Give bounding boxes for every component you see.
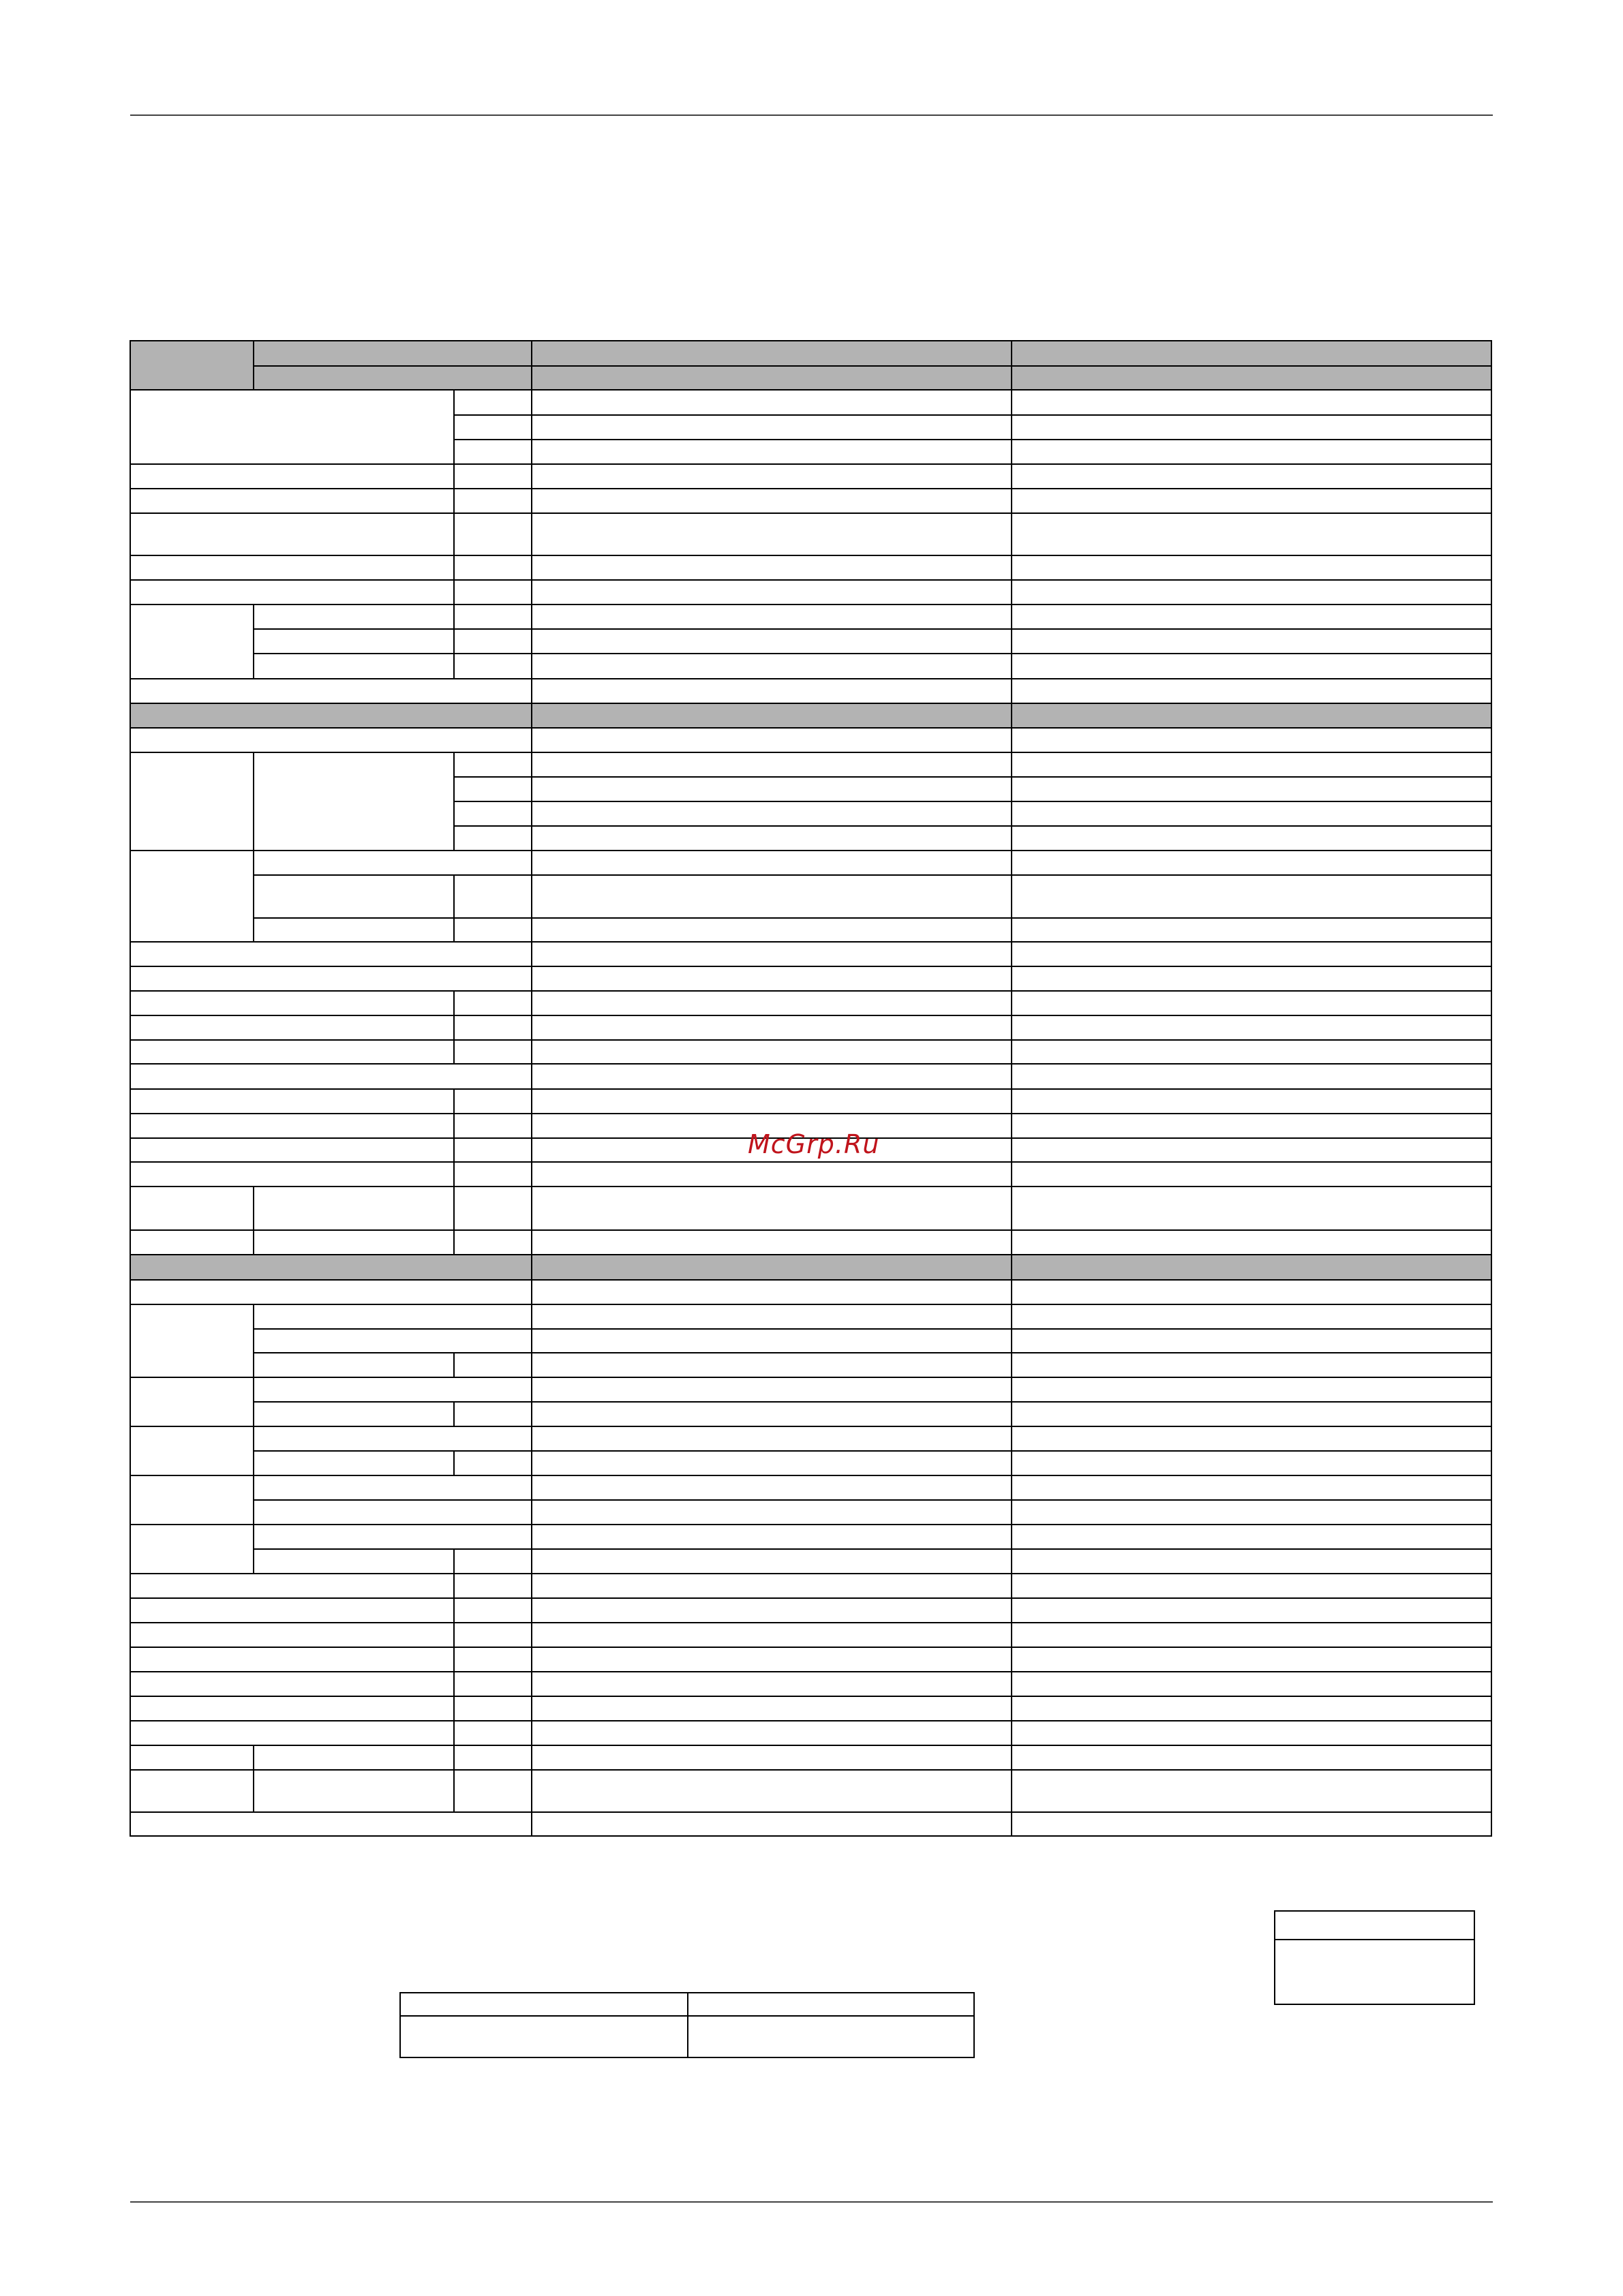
table-cell	[1012, 1040, 1491, 1064]
table-cell	[1012, 942, 1491, 966]
table-cell	[130, 1598, 454, 1623]
table-cell	[1012, 991, 1491, 1015]
section-band	[130, 1255, 532, 1280]
table-cell	[1012, 1377, 1491, 1402]
watermark-text: McGrp.Ru	[748, 1129, 880, 1159]
table-cell	[532, 1040, 1012, 1064]
table-cell	[1012, 1402, 1491, 1426]
table-cell	[130, 1040, 454, 1064]
table-cell	[532, 464, 1012, 489]
table-cell	[1012, 1280, 1491, 1304]
table-cell	[254, 1304, 532, 1329]
table-cell	[532, 1475, 1012, 1500]
table-cell	[532, 1329, 1012, 1353]
table-cell	[454, 440, 532, 464]
table-cell	[454, 1672, 532, 1696]
table-cell	[130, 390, 454, 464]
table-cell	[130, 1525, 254, 1574]
table-cell	[454, 1549, 532, 1574]
table-cell	[1012, 580, 1491, 604]
table-cell	[454, 555, 532, 580]
table-cell	[130, 991, 454, 1015]
table-cell	[130, 489, 454, 513]
table-cell	[532, 942, 1012, 966]
table-cell	[254, 1549, 454, 1574]
table-cell	[400, 1993, 688, 2016]
table-cell	[454, 464, 532, 489]
table-cell	[532, 918, 1012, 942]
table-cell	[1012, 1329, 1491, 1353]
table-cell	[532, 851, 1012, 875]
table-cell	[130, 1574, 454, 1598]
table-cell	[1012, 851, 1491, 875]
section-band	[1012, 703, 1491, 728]
table-cell	[532, 1623, 1012, 1647]
table-cell	[688, 2016, 974, 2057]
section-band	[130, 703, 532, 728]
table-cell	[454, 1770, 532, 1812]
table-cell	[454, 415, 532, 440]
table-cell	[532, 1162, 1012, 1187]
table-cell	[254, 1745, 454, 1770]
table-cell	[454, 875, 532, 918]
table-cell	[130, 1672, 454, 1696]
table-cell	[532, 1745, 1012, 1770]
table-cell	[254, 629, 454, 654]
table-cell	[130, 1647, 454, 1672]
table-cell	[1012, 654, 1491, 679]
table-cell	[254, 1377, 532, 1402]
table-cell	[532, 777, 1012, 801]
table-cell	[254, 1402, 454, 1426]
table-cell	[532, 1770, 1012, 1812]
table-cell	[130, 1280, 532, 1304]
table-cell	[454, 1015, 532, 1040]
table-cell	[130, 1623, 454, 1647]
table-cell	[254, 1187, 454, 1230]
table-cell	[532, 679, 1012, 703]
table-cell	[454, 1598, 532, 1623]
table-cell	[454, 1647, 532, 1672]
table-cell	[130, 1475, 254, 1525]
header-cell	[532, 341, 1012, 366]
table-cell	[532, 801, 1012, 826]
table-cell	[1012, 679, 1491, 703]
table-cell	[532, 654, 1012, 679]
table-cell	[130, 1426, 254, 1475]
table-cell	[1012, 1089, 1491, 1114]
table-cell	[1012, 728, 1491, 752]
bottom-rule	[130, 2201, 1493, 2203]
table-cell	[1012, 1114, 1491, 1138]
table-cell	[532, 1500, 1012, 1525]
table-cell	[532, 1812, 1012, 1836]
table-cell	[130, 1114, 454, 1138]
table-cell	[532, 1451, 1012, 1475]
table-cell	[130, 1162, 454, 1187]
header-cell	[532, 366, 1012, 390]
table-cell	[130, 851, 254, 942]
table-cell	[1012, 1770, 1491, 1812]
table-cell	[1012, 777, 1491, 801]
table-cell	[454, 1745, 532, 1770]
table-cell	[254, 1475, 532, 1500]
table-cell	[454, 390, 532, 415]
table-cell	[1012, 1721, 1491, 1745]
table-cell	[254, 1426, 532, 1451]
table-cell	[532, 875, 1012, 918]
table-cell	[454, 1040, 532, 1064]
table-cell	[254, 851, 532, 875]
table-cell	[1012, 966, 1491, 991]
table-cell	[454, 1623, 532, 1647]
table-cell	[1012, 629, 1491, 654]
table-cell	[1012, 1672, 1491, 1696]
table-cell	[130, 513, 454, 555]
table-cell	[254, 1500, 532, 1525]
table-cell	[532, 1525, 1012, 1549]
table-cell	[1012, 489, 1491, 513]
table-cell	[130, 1187, 254, 1230]
table-cell	[454, 1721, 532, 1745]
table-cell	[1012, 464, 1491, 489]
table-cell	[454, 1353, 532, 1377]
table-cell	[532, 1549, 1012, 1574]
table-cell	[1012, 1353, 1491, 1377]
header-cell	[1012, 366, 1491, 390]
table-cell	[532, 1598, 1012, 1623]
table-cell	[1012, 1138, 1491, 1162]
table-cell	[532, 1304, 1012, 1329]
section-band	[532, 703, 1012, 728]
table-cell	[454, 654, 532, 679]
table-cell	[454, 752, 532, 777]
table-cell	[532, 555, 1012, 580]
table-cell	[1012, 1451, 1491, 1475]
table-cell	[130, 1812, 532, 1836]
table-cell	[454, 1162, 532, 1187]
table-cell	[1012, 1574, 1491, 1598]
table-cell	[454, 513, 532, 555]
table-cell	[1012, 1549, 1491, 1574]
table-cell	[454, 1089, 532, 1114]
table-cell	[532, 1280, 1012, 1304]
table-cell	[130, 1745, 254, 1770]
table-cell	[130, 1015, 454, 1040]
table-cell	[532, 1377, 1012, 1402]
table-cell	[130, 1696, 454, 1721]
section-band	[532, 1255, 1012, 1280]
table-cell	[130, 728, 532, 752]
table-cell	[130, 966, 532, 991]
table-cell	[454, 1230, 532, 1255]
table-cell	[130, 1770, 254, 1812]
table-cell	[532, 826, 1012, 851]
table-cell	[454, 918, 532, 942]
table-cell	[454, 1138, 532, 1162]
header-cell	[1012, 341, 1491, 366]
table-cell	[532, 1426, 1012, 1451]
table-cell	[454, 991, 532, 1015]
table-cell	[532, 1089, 1012, 1114]
table-cell	[532, 415, 1012, 440]
table-cell	[254, 1770, 454, 1812]
table-cell	[1012, 752, 1491, 777]
table-cell	[1012, 1475, 1491, 1500]
table-cell	[1012, 513, 1491, 555]
table-cell	[454, 1187, 532, 1230]
table-cell	[130, 464, 454, 489]
table-cell	[532, 1230, 1012, 1255]
table-cell	[532, 1064, 1012, 1089]
table-cell	[254, 1525, 532, 1549]
table-cell	[532, 1187, 1012, 1230]
table-cell	[454, 629, 532, 654]
table-cell	[1012, 1426, 1491, 1451]
table-cell	[130, 1304, 254, 1377]
table-cell	[688, 1993, 974, 2016]
table-cell	[532, 440, 1012, 464]
table-cell	[254, 752, 454, 851]
table-cell	[1012, 1230, 1491, 1255]
table-cell	[1012, 1500, 1491, 1525]
table-cell	[532, 728, 1012, 752]
table-cell	[1275, 1911, 1474, 1940]
table-cell	[532, 1574, 1012, 1598]
table-cell	[1012, 1187, 1491, 1230]
table-cell	[532, 1696, 1012, 1721]
table-cell	[1012, 604, 1491, 629]
table-cell	[130, 1377, 254, 1426]
header-cell	[254, 341, 532, 366]
table-cell	[532, 604, 1012, 629]
table-cell	[1012, 1623, 1491, 1647]
table-cell	[532, 580, 1012, 604]
table-cell	[532, 513, 1012, 555]
table-cell	[532, 1402, 1012, 1426]
table-cell	[454, 1114, 532, 1138]
table-cell	[1012, 1696, 1491, 1721]
table-cell	[130, 752, 254, 851]
table-cell	[130, 580, 454, 604]
table-cell	[532, 1647, 1012, 1672]
table-cell	[254, 1451, 454, 1475]
table-cell	[130, 679, 532, 703]
table-cell	[532, 991, 1012, 1015]
table-cell	[454, 1402, 532, 1426]
table-cell	[532, 390, 1012, 415]
table-cell	[254, 654, 454, 679]
table-cell	[1012, 1064, 1491, 1089]
table-cell	[532, 489, 1012, 513]
table-cell	[532, 1672, 1012, 1696]
table-cell	[130, 1721, 454, 1745]
table-cell	[1012, 440, 1491, 464]
table-cell	[1012, 1525, 1491, 1549]
table-cell	[454, 604, 532, 629]
table-cell	[532, 966, 1012, 991]
table-cell	[1012, 1647, 1491, 1672]
table-cell	[454, 777, 532, 801]
table-cell	[454, 826, 532, 851]
table-cell	[1012, 1598, 1491, 1623]
table-cell	[1012, 875, 1491, 918]
table-cell	[1012, 801, 1491, 826]
header-cell	[254, 366, 532, 390]
table-cell	[1012, 390, 1491, 415]
table-cell	[1012, 415, 1491, 440]
table-cell	[1012, 1812, 1491, 1836]
table-cell	[454, 1696, 532, 1721]
table-cell	[1012, 1304, 1491, 1329]
table-cell	[1275, 1940, 1474, 2004]
table-cell	[254, 1230, 454, 1255]
table-cell	[1012, 826, 1491, 851]
table-cell	[130, 1230, 254, 1255]
section-band	[1012, 1255, 1491, 1280]
header-cell	[130, 341, 254, 390]
table-cell	[254, 875, 454, 918]
table-cell	[454, 801, 532, 826]
table-cell	[254, 604, 454, 629]
table-cell	[130, 1138, 454, 1162]
table-cell	[130, 942, 532, 966]
table-cell	[454, 1451, 532, 1475]
table-cell	[532, 1353, 1012, 1377]
table-cell	[1012, 1162, 1491, 1187]
table-cell	[1012, 1745, 1491, 1770]
table-cell	[454, 580, 532, 604]
table-cell	[254, 1329, 532, 1353]
table-cell	[1012, 1015, 1491, 1040]
table-cell	[130, 555, 454, 580]
table-cell	[532, 629, 1012, 654]
table-cell	[130, 1064, 532, 1089]
table-cell	[532, 1721, 1012, 1745]
table-cell	[532, 1015, 1012, 1040]
table-cell	[1012, 918, 1491, 942]
table-cell	[454, 1574, 532, 1598]
table-cell	[1012, 555, 1491, 580]
table-cell	[532, 752, 1012, 777]
table-cell	[454, 489, 532, 513]
table-cell	[254, 1353, 454, 1377]
table-cell	[254, 918, 454, 942]
table-cell	[400, 2016, 688, 2057]
table-cell	[130, 1089, 454, 1114]
table-cell	[130, 604, 254, 679]
